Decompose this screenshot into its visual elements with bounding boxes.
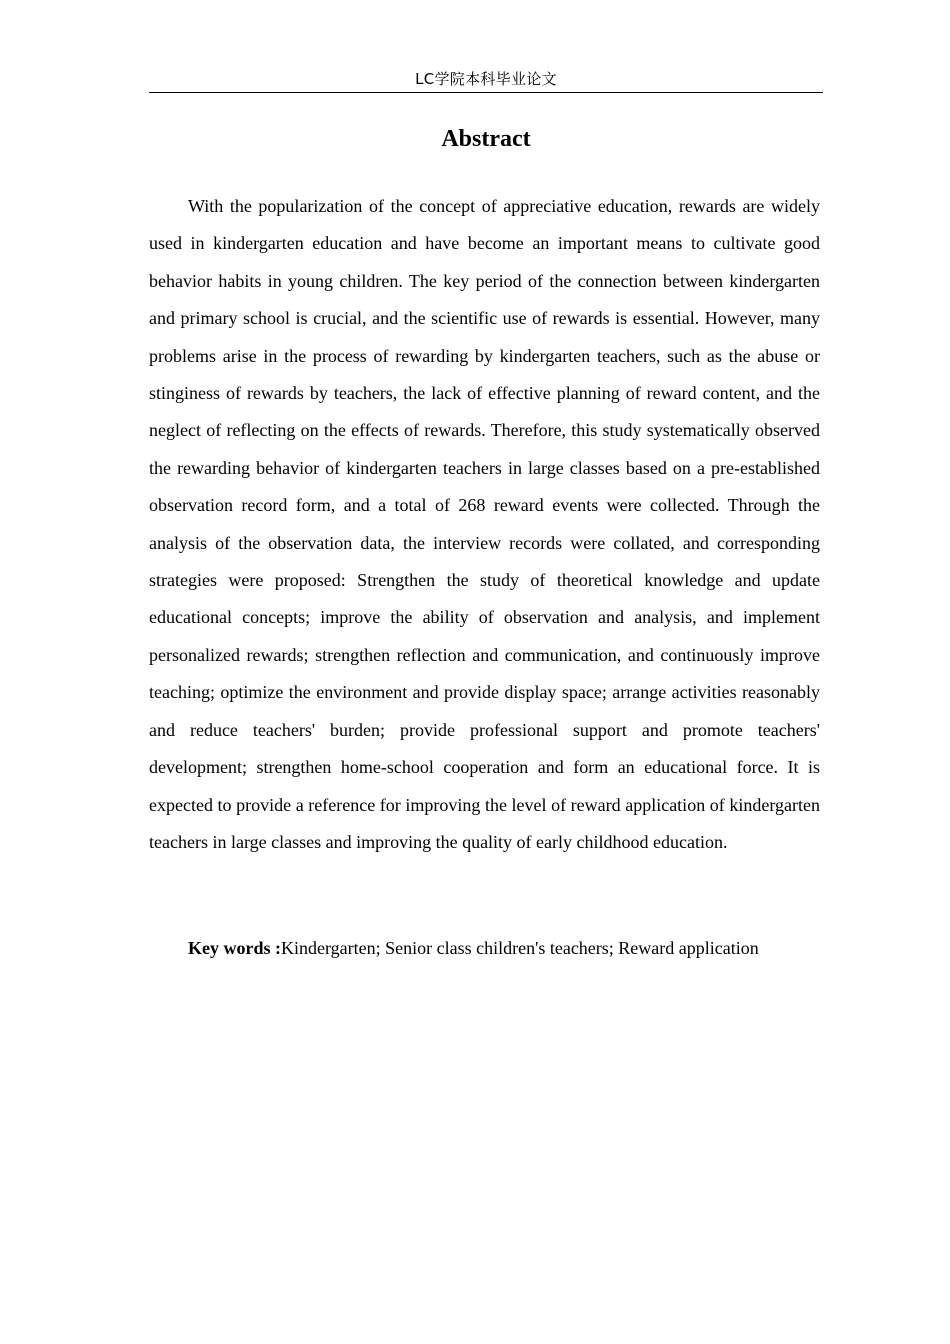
- keywords-line: [149, 932, 823, 964]
- keywords-label: Key words :: [188, 938, 281, 958]
- running-title: LC学院本科毕业论文: [415, 70, 557, 88]
- keywords-value: Kindergarten; Senior class children's teachers; Reward application: [281, 938, 759, 958]
- page-header: [149, 66, 823, 93]
- abstract-title: Abstract: [441, 126, 531, 152]
- abstract-body: With the popularization of the concept of appreciative education, rewards are widely used in kindergarten education and have become an important means to cultivate good behavior habits in young children. The key period of the connection between kindergarten and primary school is crucial, and the scientific use of rewards is essential. However, many problems arise in the process of rewarding by kindergarten teachers, such as the abuse or stinginess of rewards by teachers, the lack of effective planning of reward content, and the neglect of reflecting on the effects of rewards. Therefore, this study systematically observed the rewarding behavior of kindergarten teachers in large classes based on a pre-established observation record form, and a total of 268 reward events were collected. Through the analysis of the observation data, the interview records were collated, and corresponding strategies were proposed: Strengthen the study of theoretical knowledge and update educational concepts; improve the ability of observation and analysis, and implement personalized rewards; strengthen reflection and communication, and continuously improve teaching; optimize the environment and provide display space; arrange activities reasonably and reduce teachers' burden; provide professional support and promote teachers' development; strengthen home-school cooperation and form an educational force. It is expected to provide a reference for improving the level of reward application of kindergarten teachers in large classes and improving the quality of early childhood education.: [149, 196, 820, 852]
